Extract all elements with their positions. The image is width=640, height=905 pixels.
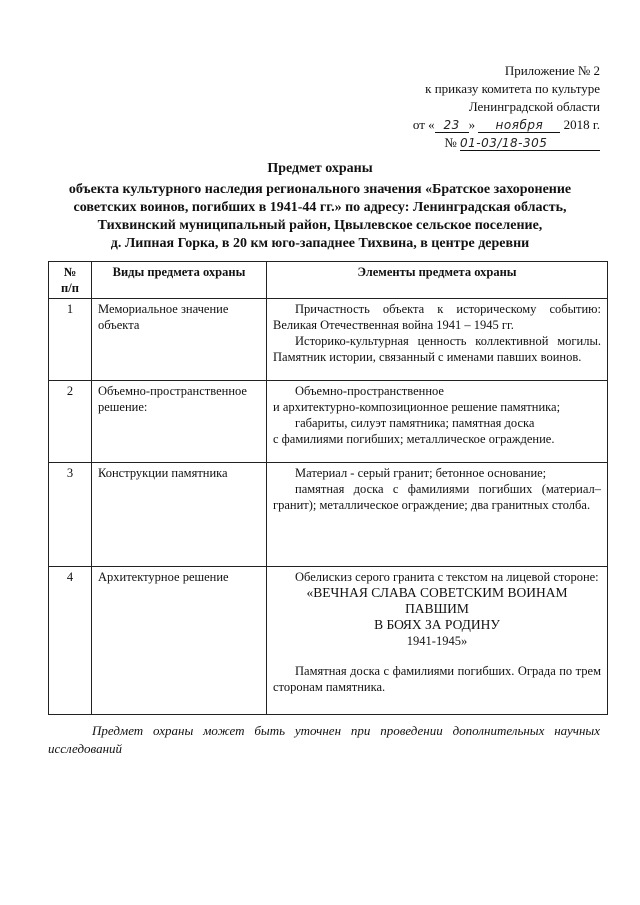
table-row xyxy=(49,299,608,381)
appendix-block xyxy=(413,62,600,152)
row-number: 1 xyxy=(49,299,92,381)
table-header-row xyxy=(49,262,608,299)
row-elements xyxy=(267,463,608,567)
date-day: 23 xyxy=(435,118,469,133)
date-month: ноября xyxy=(478,118,560,133)
row-paragraph: габариты, силуэт памятника; памятная доска xyxy=(295,416,535,430)
inscription-line: В БОЯХ ЗА РОДИНУ xyxy=(374,617,500,632)
title-line: объекта культурного наследия регионального значения «Братское захоронение xyxy=(68,182,572,197)
appendix-number-line xyxy=(413,134,600,152)
row-paragraph: Материал - серый гранит; бетонное основание; xyxy=(295,466,547,480)
table-row xyxy=(49,567,608,715)
footnote: Предмет охраны может быть уточнен при проведении дополнительных научных исследований xyxy=(48,723,600,756)
title-line: советских воинов, погибших в 1941-44 гг.» по адресу: Ленинградская область, xyxy=(73,200,567,215)
row-paragraph: памятная доска с фамилиями погибших (материал–гранит); металлическое ограждение; два гранитных столба. xyxy=(273,482,601,512)
row-paragraph: Объемно-пространственное xyxy=(295,384,444,398)
appendix-date-line xyxy=(413,116,600,134)
inscription-line: ПАВШИМ xyxy=(405,601,469,616)
header-type: Виды предмета охраны xyxy=(92,262,267,299)
inscription-line: «ВЕЧНАЯ СЛАВА СОВЕТСКИМ ВОИНАМ xyxy=(306,585,568,600)
table-row xyxy=(49,463,608,567)
appendix-region: Ленинградской области xyxy=(468,99,600,114)
header-elements: Элементы предмета охраны xyxy=(267,262,608,299)
protection-table xyxy=(48,261,608,715)
row-type: Конструкции памятника xyxy=(92,463,267,567)
row-type: Архитектурное решение xyxy=(92,567,267,715)
order-number: 01-03/18-305 xyxy=(460,136,600,151)
inscription-line: 1941-1945» xyxy=(406,634,468,648)
row-paragraph: Памятная доска с фамилиями погибших. Ограда по трем сторонам памятника. xyxy=(273,664,601,694)
row-type: Мемориальное значение объекта xyxy=(92,299,267,381)
row-elements xyxy=(267,381,608,463)
number-prefix: № xyxy=(444,135,457,150)
row-number: 4 xyxy=(49,567,92,715)
date-mid: » xyxy=(468,117,476,132)
date-year: 2018 г. xyxy=(563,117,600,132)
row-elements xyxy=(267,299,608,381)
row-paragraph: Историко-культурная ценность коллективной могилы. Памятник истории, связанный с именами павших воинов. xyxy=(273,334,601,364)
appendix-title: Приложение № 2 xyxy=(504,63,600,78)
document-title xyxy=(40,160,600,253)
title-line: Тихвинский муниципальный район, Цвылевское сельское поселение, xyxy=(97,218,543,233)
row-type: Объемно-пространственное решение: xyxy=(92,381,267,463)
row-paragraph: с фамилиями погибших; металлическое ограждение. xyxy=(273,432,555,446)
row-number: 2 xyxy=(49,381,92,463)
header-num: № п/п xyxy=(49,262,92,299)
row-elements xyxy=(267,567,608,715)
row-paragraph: Обелискиз серого гранита с текстом на лицевой стороне: xyxy=(295,570,599,584)
title-heading: Предмет охраны xyxy=(267,161,373,176)
table-row xyxy=(49,381,608,463)
title-line: д. Липная Горка, в 20 км юго-западнее Тихвина, в центре деревни xyxy=(110,236,530,251)
row-number: 3 xyxy=(49,463,92,567)
row-paragraph: и архитектурно-композиционное решение памятника; xyxy=(273,400,561,414)
appendix-order-ref: к приказу комитета по культуре xyxy=(425,81,600,96)
row-paragraph: Причастность объекта к историческому событию: Великая Отечественная война 1941 – 1945 гг. xyxy=(273,302,601,332)
date-prefix: от « xyxy=(412,117,435,132)
